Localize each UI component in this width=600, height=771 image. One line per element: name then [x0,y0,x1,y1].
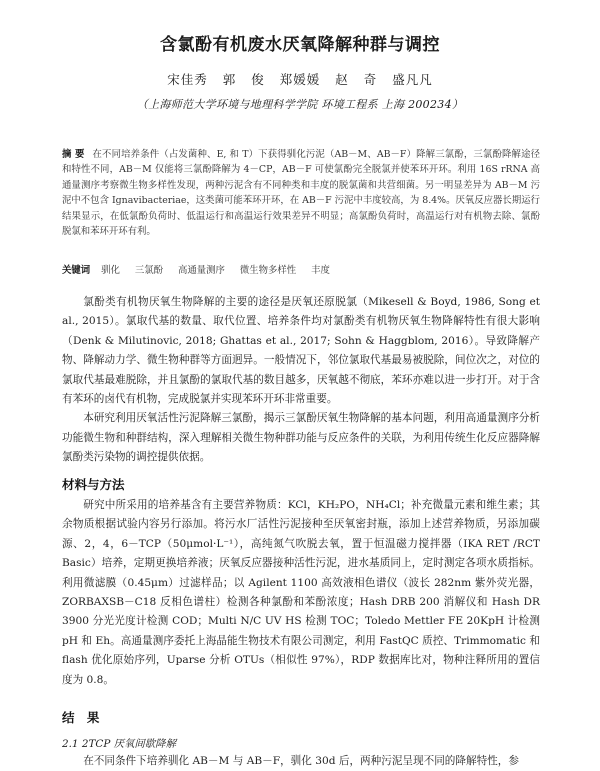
keywords [62,262,540,276]
author: 郭 俊 [222,72,265,87]
keywords-label: 关键词 [62,265,91,276]
methods-paragraph: 研究中所采用的培养基含有主要营养物质：KCl，KH₂PO，NH₄Cl；补充微量元素和维生素；其余物质根据试验内容另行添加。将污水厂活性污泥接种至厌氧密封瓶，添加上述营养物质，另添加碳源、2，4，6－TCP（50μmol·L⁻¹），高纯氮气吹脱去氧，置于恒温磁力搅拌器（IKA RET /RCT Basic）培养，定期更换培养液；厌氧反应器接种活性污泥，进水基质同上，定时测定各项水质指标。利用微滤膜（0.45μm）过滤样品；以 Agilent 1100 高效液相色谱仪（波长 282nm 紫外荧光器，ZORBAXSB－C18 反相色谱柱）检测各种氯酚和苯酚浓度；Hash DRB 200 消解仪和 Hash DR 3900 分光光度计检测 COD；Multi N/C UV HS 检测 TOC；Toledo Mettler FE 20KpH 计检测 pH 和 Eh。高通量测序委托上海晶能生物技术有限公司测定，利用 FastQC 质控、Trimmomatic 和 flash 优化原始序列，Uparse 分析 OTUs（相似性 97%），RDP 数据库比对，物种注释所用的置信度为 0.8。 [62,499,540,686]
results-section [62,752,540,771]
affiliation: （上海师范大学环境与地理科学学院 环境工程系 上海 200234） [136,98,464,111]
abstract [62,147,540,239]
author: 宋佳秀 [167,72,208,87]
results-paragraph: 在不同条件下培养驯化 AB－M 与 AB－F，驯化 30d 后，两种污泥呈现不同的降解特性，参 [83,755,519,767]
author: 郑媛媛 [279,72,321,87]
keyword: 三氯酚 [134,265,164,276]
results-subheading: 2.1 2TCP 厌氧间歇降解 [62,738,176,750]
results-heading: 结 果 [62,710,104,725]
keyword: 微生物多样性 [239,265,297,276]
keyword: 高通量测序 [178,265,225,276]
author-list [0,70,600,88]
methods-heading: 材料与方法 [62,477,125,492]
author: 盛凡凡 [392,72,433,87]
introduction [62,293,540,468]
keyword: 驯化 [101,265,120,276]
abstract-label: 摘 要 [62,149,85,160]
keyword: 丰度 [311,265,330,276]
author: 赵 奇 [335,72,378,87]
intro-paragraph: 本研究利用厌氧活性污泥降解三氯酚，揭示三氯酚厌氧生物降解的基本问题，利用高通量测序分析功能微生物和种群结构，深入理解相关微生物种群功能与反应条件的关联，为利用传统生化反应器降解氯酚类污染物的调控提供依据。 [62,412,540,464]
paper-title: 含氯酚有机废水厌氧降解种群与调控 [160,35,440,55]
abstract-text: 在不同培养条件（占发菌种、E, 和 T）下获得驯化污泥（AB－M、AB－F）降解三氯酚，三氯酚降解途径和特性不同，AB－M 仅能将三氯酚降解为 4－CP，AB－F 可使氯酚完全脱氯并使苯环开环。利用 16S rRNA 高通量测序考察微生物多样性发现，两种污泥含有不同种类和丰度的脱氯菌和共营细菌。另一明显差异为 AB－M 污泥中不包含 Ignavibacteriae，这类菌可能苯环开环，在 AB－F 污泥中丰度较高，为 8.4%。厌氧反应器长期运行结果显示，在低氯酚负荷时、低温运行和高温运行效果差异不明显；高氯酚负荷时，高温运行对有机物去除、氯酚脱氯和苯环开环有利。 [62,149,540,238]
intro-paragraph: 氯酚类有机物厌氧生物降解的主要的途径是厌氧还原脱氯（Mikesell & Boyd, 1986, Song et al., 2015）。氯取代基的数量、取代位置、培养条件均对氯酚类有机物厌氧生物降解特性有很大影响（Denk & Milutinovic, 2018; Ghattas et al., 2017; Sohn & Haggblom, 2016）。导致降解产物、降解动力学、微生物种群等方面迥异。一般情况下，邻位氯取代基最易被脱除，间位次之，对位的氯取代基最难脱除，并且氯酚的氯取代基的数目越多，厌氧越不彻底，苯环亦难以进一步打开。对于含有苯环的卤代有机物，完成脱氯并实现苯环开环非常重要。 [62,296,540,406]
methods-section [62,496,540,690]
